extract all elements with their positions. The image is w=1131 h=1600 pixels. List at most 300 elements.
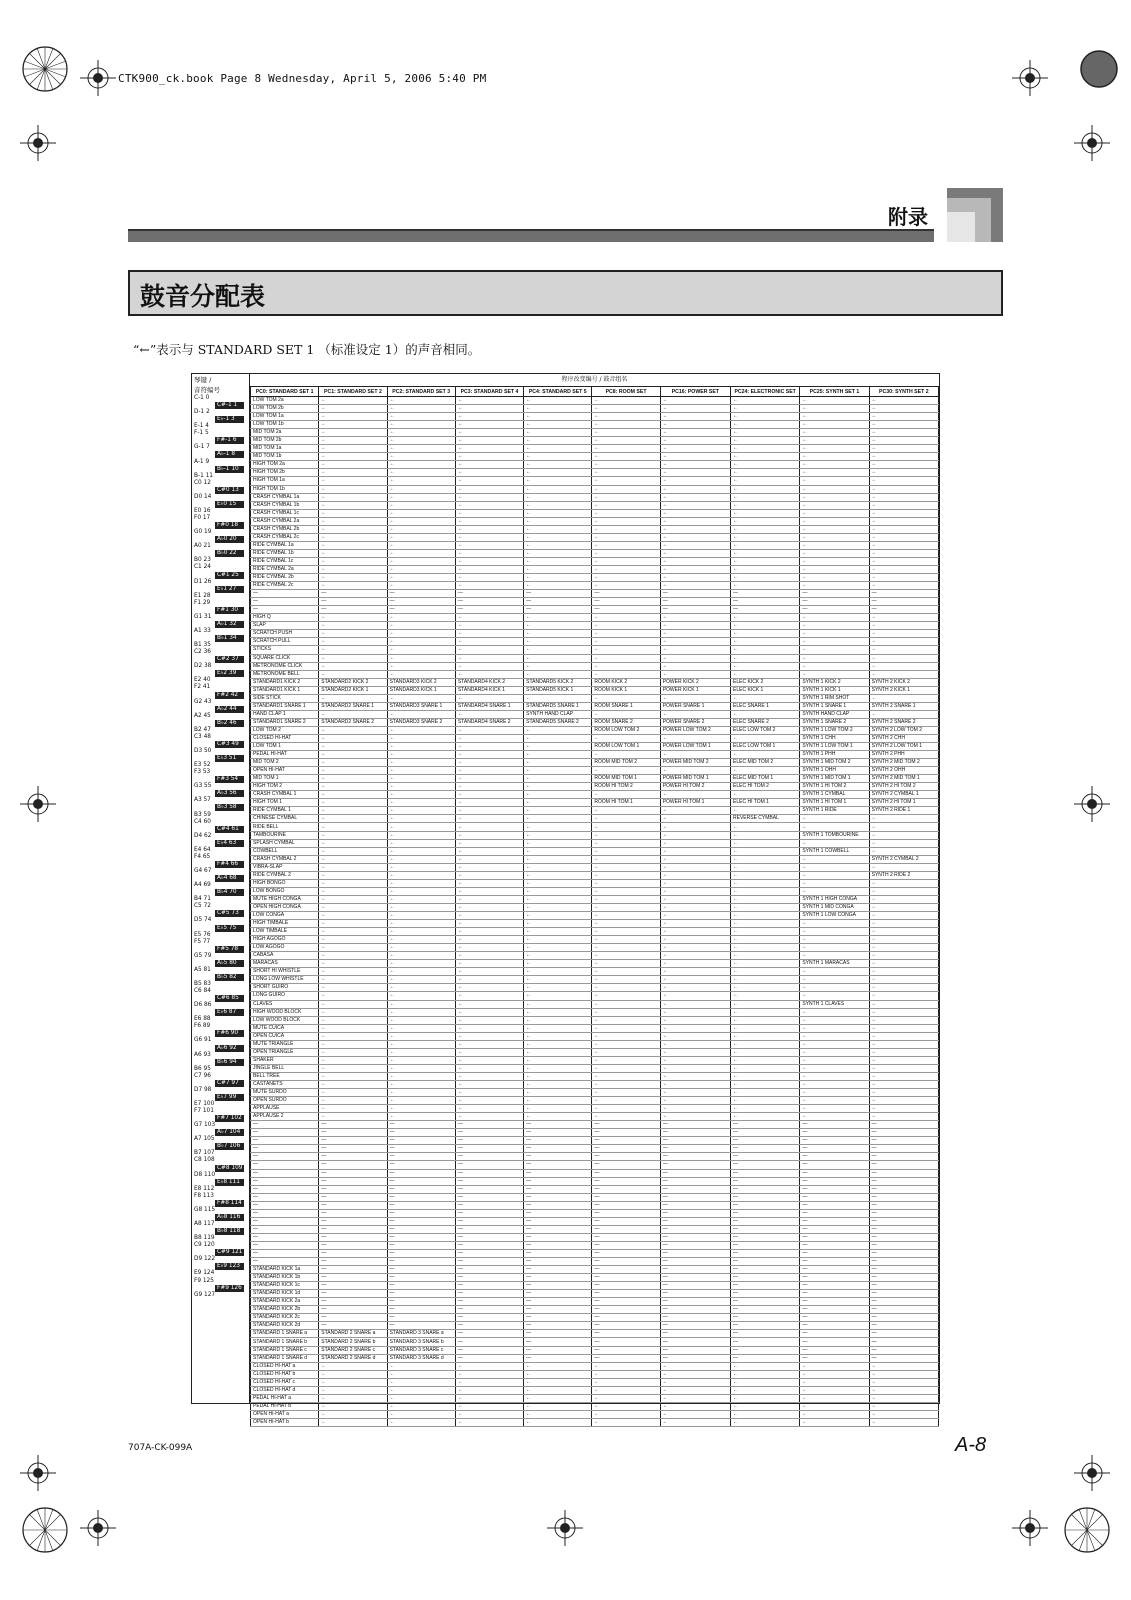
table-row xyxy=(251,1362,939,1370)
black-key-label: F#1 30 xyxy=(215,607,244,614)
table-cell: ← xyxy=(660,630,730,638)
table-cell: ← xyxy=(592,1000,660,1008)
table-cell: ← xyxy=(592,952,660,960)
table-cell: ← xyxy=(592,1378,660,1386)
table-cell: METRONOME BELL xyxy=(251,670,319,678)
table-cell: ← xyxy=(800,541,869,549)
table-cell: ← xyxy=(731,1089,800,1097)
table-cell: — xyxy=(455,1330,523,1338)
table-cell: ← xyxy=(524,807,592,815)
table-cell: SYNTH 1 LOW TOM 1 xyxy=(800,743,869,751)
table-cell: ← xyxy=(319,1386,387,1394)
table-cell: ← xyxy=(387,541,455,549)
white-key-label: G-1 7 xyxy=(194,444,210,451)
table-cell: ← xyxy=(455,968,523,976)
table-row xyxy=(251,638,939,646)
table-cell: ← xyxy=(731,976,800,984)
table-cell: ← xyxy=(455,533,523,541)
table-cell: ← xyxy=(660,1089,730,1097)
table-cell: ← xyxy=(319,557,387,565)
table-cell: ← xyxy=(387,815,455,823)
table-cell: ← xyxy=(869,477,938,485)
table-cell: SYNTH 2 SNARE 1 xyxy=(869,702,938,710)
table-row xyxy=(251,783,939,791)
table-cell: ← xyxy=(319,1378,387,1386)
table-row xyxy=(251,928,939,936)
table-cell: — xyxy=(387,1201,455,1209)
table-cell: ← xyxy=(455,413,523,421)
table-cell: STANDARD5 SNARE 2 xyxy=(524,718,592,726)
table-cell: ← xyxy=(592,1113,660,1121)
black-key-label: A♭8 116 xyxy=(215,1214,244,1221)
table-cell: SYNTH 2 LOW TOM 2 xyxy=(869,726,938,734)
white-key-label: F5 77 xyxy=(194,938,211,945)
table-cell: ← xyxy=(869,1032,938,1040)
table-cell: ← xyxy=(592,734,660,742)
table-cell: — xyxy=(592,1266,660,1274)
table-cell: — xyxy=(319,1177,387,1185)
table-cell: — xyxy=(592,1129,660,1137)
table-cell: MID TOM 1a xyxy=(251,445,319,453)
table-cell: — xyxy=(524,1233,592,1241)
table-cell: — xyxy=(455,1153,523,1161)
table-cell: ← xyxy=(387,1402,455,1410)
table-cell: ← xyxy=(387,831,455,839)
table-cell: ← xyxy=(731,1064,800,1072)
table-cell: SYNTH 2 LOW TOM 1 xyxy=(869,743,938,751)
table-cell: CRASH CYMBAL 2b xyxy=(251,525,319,533)
table-cell: ELEC KICK 1 xyxy=(731,686,800,694)
table-cell: ← xyxy=(524,654,592,662)
table-cell: — xyxy=(800,1233,869,1241)
table-cell: STANDARD2 KICK 2 xyxy=(319,678,387,686)
table-cell: ← xyxy=(660,823,730,831)
table-cell: — xyxy=(524,1249,592,1257)
table-row xyxy=(251,767,939,775)
table-cell: ← xyxy=(592,863,660,871)
table-cell: ← xyxy=(660,469,730,477)
table-cell: — xyxy=(800,1290,869,1298)
table-cell: SYNTH 1 RIM SHOT xyxy=(800,694,869,702)
table-row xyxy=(251,952,939,960)
table-cell: HIGH TOM 1a xyxy=(251,477,319,485)
table-cell: — xyxy=(319,1209,387,1217)
table-cell: — xyxy=(251,1137,319,1145)
table-row xyxy=(251,1410,939,1418)
table-cell: ← xyxy=(869,517,938,525)
table-cell: HAND CLAP 1 xyxy=(251,710,319,718)
table-cell: ← xyxy=(387,453,455,461)
table-cell: ← xyxy=(660,1386,730,1394)
table-cell: ← xyxy=(731,1008,800,1016)
table-cell: ← xyxy=(592,429,660,437)
table-cell: LOW AGOGO xyxy=(251,944,319,952)
table-cell: ← xyxy=(387,1056,455,1064)
black-key-label: A♭-1 8 xyxy=(215,451,244,458)
table-cell: ← xyxy=(869,710,938,718)
table-row xyxy=(251,984,939,992)
table-cell: ← xyxy=(319,976,387,984)
table-cell: — xyxy=(319,1266,387,1274)
table-cell: — xyxy=(524,1298,592,1306)
table-cell: ← xyxy=(455,461,523,469)
table-cell: ← xyxy=(524,895,592,903)
table-cell: STANDARD KICK 1c xyxy=(251,1282,319,1290)
black-key-label: A♭7 104 xyxy=(215,1129,244,1136)
column-header: PC30: SYNTH SET 2 xyxy=(869,387,938,397)
table-cell: — xyxy=(731,1193,800,1201)
table-cell: ← xyxy=(455,405,523,413)
table-cell: — xyxy=(869,1129,938,1137)
table-cell: ← xyxy=(524,582,592,590)
white-key-label: E8 112 xyxy=(194,1185,215,1192)
table-cell: — xyxy=(524,1185,592,1193)
table-cell: ← xyxy=(592,469,660,477)
table-cell: SPLASH CYMBAL xyxy=(251,839,319,847)
table-cell: — xyxy=(387,598,455,606)
table-cell: ← xyxy=(319,847,387,855)
white-key-label: G6 91 xyxy=(194,1037,212,1044)
table-cell: ← xyxy=(800,525,869,533)
table-cell: ← xyxy=(455,928,523,936)
table-cell: ← xyxy=(592,815,660,823)
table-row xyxy=(251,1338,939,1346)
table-cell: ← xyxy=(524,968,592,976)
table-cell: ← xyxy=(455,879,523,887)
table-cell: OPEN TRIANGLE xyxy=(251,1048,319,1056)
table-cell: ← xyxy=(455,574,523,582)
white-key-label: G9 127 xyxy=(194,1291,216,1298)
table-cell: ← xyxy=(869,565,938,573)
table-cell: ← xyxy=(319,1024,387,1032)
table-cell: ← xyxy=(731,1402,800,1410)
table-row xyxy=(251,598,939,606)
table-cell: — xyxy=(800,1137,869,1145)
table-row xyxy=(251,646,939,654)
table-cell: LOW BONGO xyxy=(251,887,319,895)
table-cell: ← xyxy=(524,1113,592,1121)
table-cell: — xyxy=(387,1161,455,1169)
table-cell: SYNTH 1 MID TOM 2 xyxy=(800,759,869,767)
table-cell: ← xyxy=(660,968,730,976)
table-cell: SYNTH 1 LOW TOM 2 xyxy=(800,726,869,734)
table-cell: — xyxy=(592,1322,660,1330)
table-cell: ← xyxy=(592,1362,660,1370)
table-cell: SHORT GUIRO xyxy=(251,984,319,992)
table-cell: STANDARD5 KICK 2 xyxy=(524,678,592,686)
table-cell: ← xyxy=(731,582,800,590)
table-cell: STANDARD1 KICK 2 xyxy=(251,678,319,686)
white-key-label: C6 84 xyxy=(194,988,211,995)
table-cell: ← xyxy=(592,485,660,493)
table-row xyxy=(251,437,939,445)
table-cell: ← xyxy=(592,477,660,485)
table-cell: — xyxy=(660,1266,730,1274)
table-cell: — xyxy=(455,1266,523,1274)
table-cell: CRASH CYMBAL 2c xyxy=(251,533,319,541)
table-cell: ← xyxy=(319,1394,387,1402)
table-cell: ← xyxy=(455,734,523,742)
table-cell: — xyxy=(524,1330,592,1338)
table-cell: ← xyxy=(524,509,592,517)
table-cell: POWER HI TOM 1 xyxy=(660,799,730,807)
table-cell: ← xyxy=(455,437,523,445)
table-cell: ← xyxy=(387,807,455,815)
table-cell: ← xyxy=(800,437,869,445)
table-cell: ← xyxy=(869,493,938,501)
table-cell: ← xyxy=(731,574,800,582)
table-cell: ← xyxy=(524,533,592,541)
table-row xyxy=(251,405,939,413)
table-cell: ← xyxy=(660,976,730,984)
table-cell: ← xyxy=(387,1105,455,1113)
table-cell: ← xyxy=(524,839,592,847)
table-row xyxy=(251,751,939,759)
table-cell: ← xyxy=(319,517,387,525)
registration-dot-icon xyxy=(1074,44,1124,94)
table-cell: ← xyxy=(869,903,938,911)
table-cell: ← xyxy=(524,1402,592,1410)
table-cell: POWER SNARE 2 xyxy=(660,718,730,726)
table-cell: — xyxy=(869,1258,938,1266)
table-cell: — xyxy=(731,590,800,598)
section-label: 附录 xyxy=(888,205,928,229)
white-key-label: D-1 2 xyxy=(194,409,210,416)
table-cell: METRONOME CLICK xyxy=(251,662,319,670)
table-cell: — xyxy=(319,1217,387,1225)
table-cell: CRASH CYMBAL 1c xyxy=(251,509,319,517)
table-cell: ← xyxy=(524,1064,592,1072)
table-cell: — xyxy=(251,1129,319,1137)
table-cell: ← xyxy=(800,871,869,879)
table-cell: — xyxy=(592,1209,660,1217)
table-cell: ← xyxy=(800,1410,869,1418)
table-row xyxy=(251,1105,939,1113)
table-cell: ← xyxy=(524,879,592,887)
table-cell: CRASH CYMBAL 1a xyxy=(251,493,319,501)
table-row xyxy=(251,1153,939,1161)
black-key-label: C#5 73 xyxy=(215,910,244,917)
table-cell: — xyxy=(387,1153,455,1161)
table-cell: SYNTH 2 CYMBAL 1 xyxy=(869,791,938,799)
table-cell: — xyxy=(592,606,660,614)
table-cell: ← xyxy=(387,1410,455,1418)
table-cell: — xyxy=(387,1314,455,1322)
black-key-label: B♭0 22 xyxy=(215,550,244,557)
table-cell: ← xyxy=(455,429,523,437)
white-key-label: B6 95 xyxy=(194,1065,211,1072)
table-cell: — xyxy=(319,1241,387,1249)
table-cell: ← xyxy=(731,1418,800,1426)
table-cell: ← xyxy=(387,397,455,405)
table-cell: ← xyxy=(660,670,730,678)
table-cell: ← xyxy=(731,895,800,903)
table-cell: LOW TOM 2b xyxy=(251,405,319,413)
table-row xyxy=(251,879,939,887)
table-cell: — xyxy=(455,1241,523,1249)
table-cell: ← xyxy=(731,1113,800,1121)
table-cell: ← xyxy=(869,662,938,670)
table-cell: ← xyxy=(731,1080,800,1088)
table-cell: ← xyxy=(869,1113,938,1121)
table-cell: ← xyxy=(731,525,800,533)
table-cell: ← xyxy=(319,799,387,807)
table-row xyxy=(251,734,939,742)
table-cell: ← xyxy=(592,525,660,533)
table-cell: ← xyxy=(455,920,523,928)
table-cell: ← xyxy=(869,509,938,517)
black-key-label: F#4 66 xyxy=(215,861,244,868)
crosshair-icon xyxy=(1012,1510,1048,1546)
table-cell: ← xyxy=(731,397,800,405)
table-cell: — xyxy=(731,606,800,614)
table-cell: ← xyxy=(387,1089,455,1097)
table-cell: ← xyxy=(660,734,730,742)
table-cell: ← xyxy=(455,863,523,871)
table-cell: ← xyxy=(387,654,455,662)
table-cell: ← xyxy=(800,405,869,413)
white-key-label: C7 96 xyxy=(194,1072,211,1079)
table-cell: — xyxy=(387,1258,455,1266)
table-cell: ← xyxy=(524,525,592,533)
table-cell: ← xyxy=(319,1080,387,1088)
table-cell: — xyxy=(592,1330,660,1338)
white-key-label: A4 69 xyxy=(194,882,211,889)
white-key-label: B1 35 xyxy=(194,642,211,649)
table-cell: — xyxy=(800,1249,869,1257)
table-cell: — xyxy=(660,1193,730,1201)
table-cell: ← xyxy=(524,743,592,751)
table-cell: ← xyxy=(869,1370,938,1378)
table-cell: ← xyxy=(524,751,592,759)
table-cell: BELL TREE xyxy=(251,1072,319,1080)
table-cell: — xyxy=(251,1153,319,1161)
table-cell: ← xyxy=(455,694,523,702)
white-key-label: B8 119 xyxy=(194,1235,215,1242)
table-cell: — xyxy=(319,590,387,598)
table-cell: — xyxy=(800,1330,869,1338)
table-cell: ← xyxy=(592,461,660,469)
table-cell: ← xyxy=(387,1008,455,1016)
table-cell: — xyxy=(524,1354,592,1362)
table-cell: ← xyxy=(800,815,869,823)
table-cell: SYNTH 1 SNARE 1 xyxy=(800,702,869,710)
table-cell: — xyxy=(660,1185,730,1193)
table-cell: ← xyxy=(524,726,592,734)
table-cell: HIGH TOM 2b xyxy=(251,469,319,477)
table-cell: ← xyxy=(387,920,455,928)
table-cell: ← xyxy=(319,533,387,541)
table-cell: — xyxy=(592,1185,660,1193)
table-cell: ← xyxy=(731,1105,800,1113)
table-cell: STANDARD KICK 2d xyxy=(251,1322,319,1330)
table-cell: ← xyxy=(455,421,523,429)
table-cell: ← xyxy=(800,928,869,936)
table-cell: — xyxy=(660,1161,730,1169)
table-cell: — xyxy=(455,1354,523,1362)
white-key-label: C4 60 xyxy=(194,818,211,825)
table-cell: ← xyxy=(387,759,455,767)
table-cell: ← xyxy=(800,1080,869,1088)
table-cell: ← xyxy=(800,670,869,678)
table-cell: ← xyxy=(660,622,730,630)
table-cell: ← xyxy=(387,984,455,992)
table-cell: STANDARD 1 SNARE c xyxy=(251,1346,319,1354)
table-cell: ← xyxy=(869,646,938,654)
white-key-label: G4 67 xyxy=(194,868,212,875)
table-cell: ← xyxy=(869,1072,938,1080)
table-cell: ← xyxy=(660,493,730,501)
table-cell: — xyxy=(455,1249,523,1257)
table-cell: ← xyxy=(800,839,869,847)
table-cell: SYNTH HAND CLAP xyxy=(524,710,592,718)
table-cell: MUTE CUICA xyxy=(251,1024,319,1032)
table-cell: STANDARD2 SNARE 2 xyxy=(319,718,387,726)
table-cell: ← xyxy=(869,654,938,662)
white-key-label: E0 16 xyxy=(194,507,211,514)
table-cell: ← xyxy=(592,1386,660,1394)
table-cell: — xyxy=(592,590,660,598)
table-cell: ← xyxy=(387,574,455,582)
table-row xyxy=(251,807,939,815)
white-key-label: G3 55 xyxy=(194,783,212,790)
white-key-label: F2 41 xyxy=(194,684,211,691)
table-cell: ← xyxy=(660,582,730,590)
table-cell: SYNTH 2 KICK 2 xyxy=(869,678,938,686)
table-cell: ← xyxy=(592,541,660,549)
table-cell: ← xyxy=(592,847,660,855)
table-cell: ← xyxy=(731,549,800,557)
table-row xyxy=(251,944,939,952)
table-row xyxy=(251,678,939,686)
table-cell: ← xyxy=(592,1048,660,1056)
crosshair-icon xyxy=(547,1510,583,1546)
table-cell: ← xyxy=(592,1089,660,1097)
table-cell: ← xyxy=(731,936,800,944)
table-cell: ← xyxy=(319,493,387,501)
table-cell: ← xyxy=(800,863,869,871)
table-cell: — xyxy=(800,1217,869,1225)
table-cell: ← xyxy=(800,549,869,557)
table-cell: — xyxy=(660,1209,730,1217)
table-cell: ← xyxy=(524,847,592,855)
table-cell: ← xyxy=(660,815,730,823)
table-cell: ← xyxy=(387,767,455,775)
table-cell: ← xyxy=(592,694,660,702)
black-key-label: F#7 102 xyxy=(215,1115,244,1122)
table-cell: ← xyxy=(869,944,938,952)
table-cell: — xyxy=(660,1121,730,1129)
table-row xyxy=(251,1145,939,1153)
white-key-label: A1 33 xyxy=(194,627,211,634)
table-cell: ← xyxy=(387,928,455,936)
table-cell: ← xyxy=(455,839,523,847)
table-cell: RIDE CYMBAL 2c xyxy=(251,582,319,590)
table-cell: ELEC KICK 2 xyxy=(731,678,800,686)
table-cell: — xyxy=(869,1153,938,1161)
table-cell: ← xyxy=(319,839,387,847)
table-cell: — xyxy=(660,1290,730,1298)
table-cell: ← xyxy=(524,397,592,405)
table-row xyxy=(251,823,939,831)
table-cell: ← xyxy=(731,1024,800,1032)
table-cell: ← xyxy=(455,710,523,718)
table-cell: ← xyxy=(319,992,387,1000)
table-cell: OPEN HI-HAT a xyxy=(251,1410,319,1418)
table-cell: ← xyxy=(660,453,730,461)
table-cell: — xyxy=(800,606,869,614)
table-cell: ELEC LOW TOM 2 xyxy=(731,726,800,734)
